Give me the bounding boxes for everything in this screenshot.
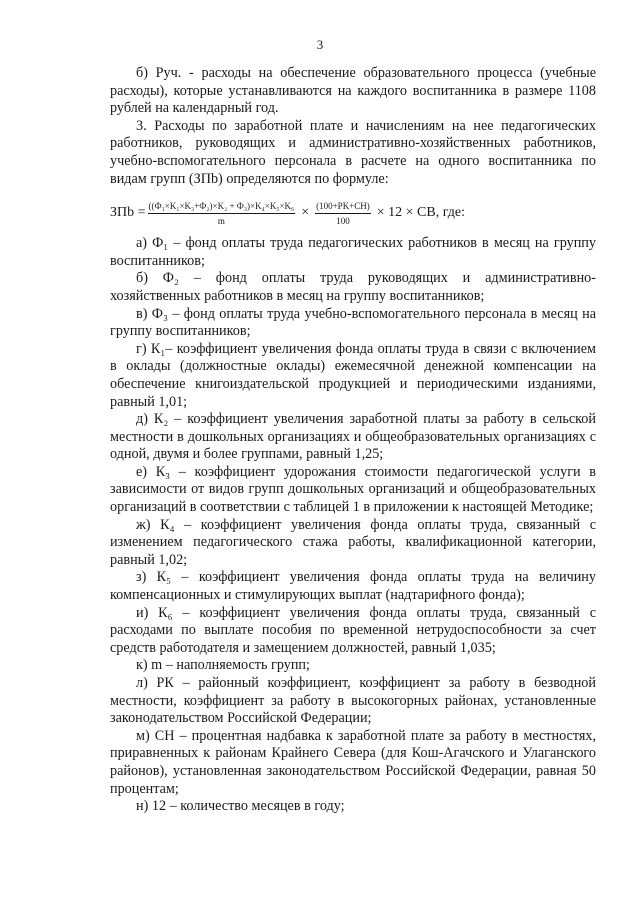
formula-fraction-1-numerator: ((Ф₁×K₁×K₃+Ф₂)×K₂ + Ф₃)×K₄×K₅×K₆: [148, 200, 296, 214]
formula-fraction-2-denominator: 100: [336, 215, 350, 226]
definition-z: з) К₅ – коэффициент увеличения фонда оплаты труда на величину компенсационных и стимулирующих выплат (надтарифного фонда);: [110, 569, 596, 604]
formula-fraction-1-denominator: m: [217, 215, 225, 226]
definition-l: л) РК – районный коэффициент, коэффициент за работу в безводной местности, коэффициент за работу в высокогорных районах, установленные законодательством Российской Федерации;: [110, 675, 596, 727]
formula-lhs: ЗПb =: [110, 205, 146, 221]
definition-i: и) К₆ – коэффициент увеличения фонда оплаты труда, связанный с расходами по выплате пособия по временной нетрудоспособности за счет средств работодателя и замещением должностей, равный 1,035;: [110, 604, 596, 656]
formula-fraction-1: [148, 200, 296, 227]
definition-n: н) 12 – количество месяцев в году;: [136, 798, 345, 815]
definition-d: д) К₂ – коэффициент увеличения заработной платы за работу в сельской местности в дошкольных организациях и общеобразовательных организациях с одной, двумя и более группами, равный 1,25;: [110, 411, 596, 463]
formula-fraction-2-numerator: (100+PK+CH): [315, 200, 371, 214]
formula-fraction-2: [315, 200, 371, 227]
definition-g: г) К₁– коэффициент увеличения фонда оплаты труда в связи с включением в оклады (должностные оклады) ежемесячной денежной компенсации на обеспечение книгоиздательской продукцией и периодическими изданиями, равный 1,01;: [110, 340, 596, 410]
formula: [110, 191, 596, 235]
document-body: [110, 65, 596, 816]
formula-tail: × 12 × CB, где:: [376, 205, 466, 221]
paragraph-3-salary: 3. Расходы по заработной плате и начислениям на нее педагогических работников, руководящих и административно-хозяйственных работников, учебно-вспомогательного персонала в расчете на одного воспитанника по видам групп (ЗПb) определяются по формуле:: [110, 117, 596, 187]
paragraph-b-ruch: б) Руч. - расходы на обеспечение образовательного процесса (учебные расходы), которые устанавливаются на каждого воспитанника в размере 1108 рублей на календарный год.: [110, 65, 596, 117]
definition-v: в) Ф₃ – фонд оплаты труда учебно-вспомогательного персонала в месяц на группу воспитанников;: [110, 305, 596, 340]
definition-e: е) К₃ – коэффициент удорожания стоимости педагогической услуги в зависимости от видов групп дошкольных организаций и общеобразовательных организаций в соответствии с таблицей 1 в приложении к настоящей Методике;: [110, 463, 596, 516]
definition-zh: ж) К₄ – коэффициент увеличения фонда оплаты труда, связанный с изменением педагогического стажа работы, квалификационной категории, равный 1,02;: [110, 516, 596, 568]
definition-m: м) СН – процентная надбавка к заработной плате за работу в местностях, приравненных к районам Крайнего Севера (для Кош-Агачского и Улаганского районов), установленная законодательством Российской Федерации, равная 50 процентам;: [110, 727, 596, 797]
page-number: 3: [316, 37, 324, 52]
definition-b: б) Ф₂ – фонд оплаты труда руководящих и административно-хозяйственных работников в месяц на группу воспитанников;: [110, 270, 596, 304]
formula-times: ×: [301, 205, 310, 221]
definition-a: а) Ф₁ – фонд оплаты труда педагогических работников в месяц на группу воспитанников;: [110, 235, 596, 269]
definition-k: к) m – наполняемость групп;: [136, 657, 310, 674]
